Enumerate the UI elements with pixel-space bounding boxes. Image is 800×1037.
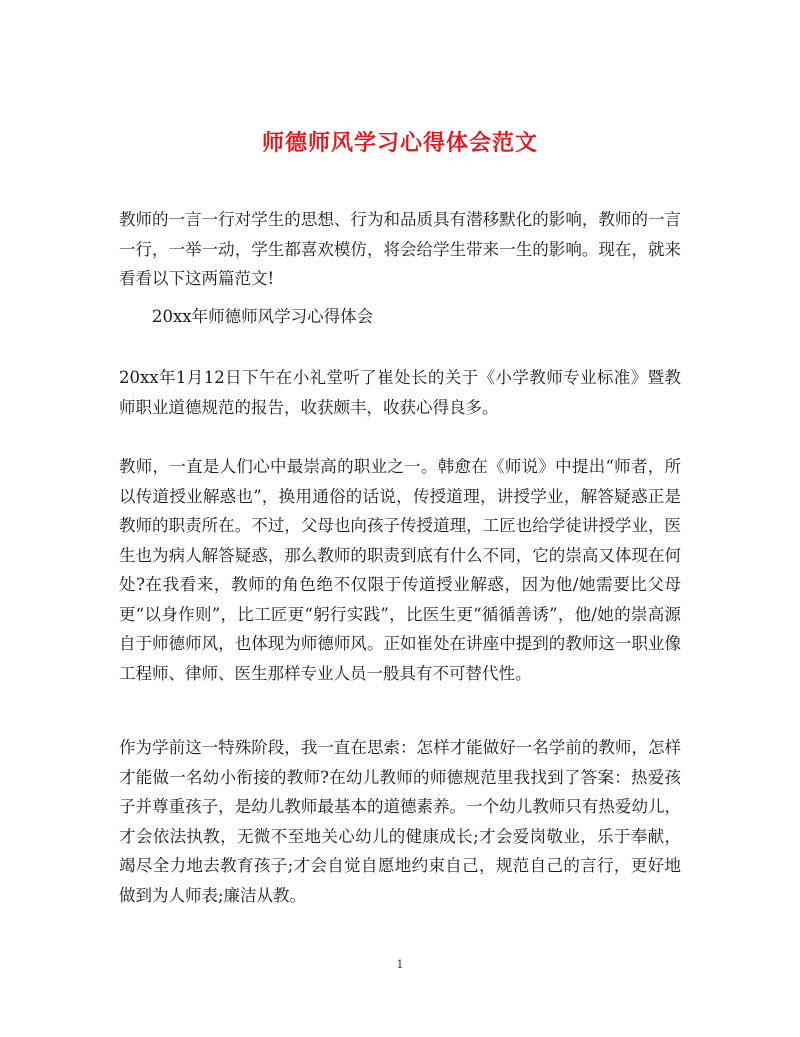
section-subtitle: 20xx年师德师风学习心得体会	[152, 307, 374, 326]
page-number: 1	[396, 958, 404, 971]
intro-paragraph: 教师的一言一行对学生的思想、行为和品质具有潜移默化的影响，教师的一言一行，一举一动，学生都喜欢模仿，将会给学生带来一生的影响。现在，就来看看以下这两篇范文!	[119, 210, 681, 288]
body-paragraph-1: 20xx年1月12日下午在小礼堂听了崔处长的关于《小学教师专业标准》暨教师职业道德规范的报告，收获颇丰，收获心得良多。	[119, 368, 681, 417]
body-paragraph-2: 教师，一直是人们心中最崇高的职业之一。韩愈在《师说》中提出“师者，所以传道授业解惑也”，换用通俗的话说，传授道理，讲授学业，解答疑惑正是教师的职责所在。不过，父母也向孩子传授道理，工匠也给学徒讲授学业，医生也为病人解答疑惑，那么教师的职责到底有什么不同，它的崇高又体现在何处?在我看来，教师的角色绝不仅限于传道授业解惑，因为他/她需要比父母更“以身作则”，比工匠更“躬行实践”，比医生更“循循善诱”，他/她的崇高源自于师德师风，也体现为师德师风。正如崔处在讲座中提到的教师这一职业像工程师、律师、医生那样专业人员一般具有不可替代性。	[119, 457, 681, 683]
body-paragraph-3: 作为学前这一特殊阶段，我一直在思索：怎样才能做好一名学前的教师，怎样才能做一名幼小衔接的教师?在幼儿教师的师德规范里我找到了答案：热爱孩子并尊重孩子，是幼儿教师最基本的道德素养。一个幼儿教师只有热爱幼儿，才会依法执教，无微不至地关心幼儿的健康成长;才会爱岗敬业，乐于奉献，竭尽全力地去教育孩子;才会自觉自愿地约束自己，规范自己的言行，更好地做到为人师表;廉洁从教。	[119, 738, 681, 905]
document-title: 师德师风学习心得体会范文	[261, 129, 538, 156]
